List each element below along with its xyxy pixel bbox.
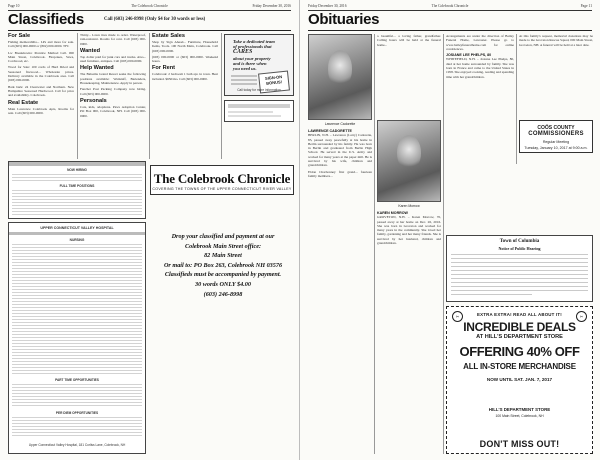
classified-entry: Bark bark: 24 Clearwater and Northern. New Hampshire Seasoned Hardwood. Call for price and availability. Colebrook.	[8, 84, 74, 98]
drop-line: Colebrook Main Street office:	[184, 242, 262, 250]
ad-title: UPPER CONNECTICUT VALLEY HOSPITAL	[40, 226, 114, 230]
ad-line: CARES	[233, 49, 253, 55]
coos-county-commissioners-ad	[519, 120, 593, 153]
ad-line: HILL'S DEPARTMENT STORE	[488, 407, 551, 412]
ad-line: INCREDIBLE DEALS	[463, 320, 576, 334]
obituary-text: Eldon Charbonney first grand... fourteen family members...	[308, 169, 372, 178]
obituary-text: a beautiful... a loving father, grandfather. Calling hours will be held at the funeral home...	[377, 34, 441, 47]
page-number: Page 11	[580, 4, 592, 8]
classified-entry: Cats, kids, adoptions. Paws Adoption Center, PO Box 000, Colebrook, NH. Call (603) 000-0000.	[80, 104, 146, 118]
sign-on-bonus-sign: SIGN-ON BONUS!	[258, 70, 290, 93]
ad-line: COMMISSIONERS	[528, 131, 584, 137]
ad-line: Take a dedicated team	[233, 39, 275, 44]
column-rule	[443, 34, 444, 454]
hiring-ad	[8, 161, 146, 219]
obituary-text: At this family's request, memorial donations may be made to the Groveton Rescue Squad, 000 Main Street, Groveton, NH. A funeral will be held at a later date.	[519, 34, 593, 47]
obituary-column-3	[446, 34, 514, 234]
column-rule	[516, 34, 517, 164]
chronicle-banner-ad	[150, 165, 294, 195]
classified-entry: Wood for Sale: 100 cords of Hard Dried and Seasoned firewood... Wholesale prices. Delivery available in the Colebrook area. Call (603) 000-0000.	[8, 65, 74, 83]
ad-line: Regular Meeting	[542, 140, 570, 144]
obituaries-page	[300, 0, 600, 460]
ad-line: you need us.	[233, 66, 257, 71]
photo-caption: Lawrence Cadorette	[324, 122, 356, 126]
hills-department-store-ad	[446, 306, 593, 454]
classified-entry: Colebrook: 2 bedroom 1 bath apt. in town. Heat included. $650/mo. Call (603) 000-0000.	[152, 72, 218, 81]
paper-name: The Colebrook Chronicle	[431, 4, 469, 8]
ad-line: and is there when	[233, 61, 267, 66]
banner-tagline: COVERING THE TOWNS OF THE UPPER CONNECTICUT RIVER VALLEY	[152, 187, 292, 191]
ad-heading: NURSING	[69, 238, 85, 242]
column-rule	[77, 33, 78, 159]
obituary-text: GROVETON, N.H. – Karen Morrow, 70, passed away at her home on Dec. 26, 2016. She was born in Groveton and worked for many years in the community. She loved her family, gardening and her many friends. She is survived by her husband, children and grandchildren.	[377, 215, 441, 246]
ad-line: NOW UNTIL SAT. JAN. 7, 2017	[486, 377, 553, 382]
ad-heading: PER DIEM OPPORTUNITIES	[55, 411, 99, 415]
obituary-name: KAREN MORROW	[377, 211, 408, 215]
obituary-name: LAWRENCE CADORETTE	[308, 129, 352, 133]
title-rule	[8, 30, 291, 31]
column-heading: Personals	[80, 97, 107, 104]
obituary-name: JOSIANE LEE PHELPS, 80	[446, 53, 492, 58]
ad-line: ALL IN-STORE MERCHANDISE	[463, 362, 576, 371]
title-rule	[308, 30, 592, 31]
ad-footer: Call today for more information	[237, 88, 281, 92]
classifieds-subtitle: Call (603) 246-8998 (Only $4 for 30 words or less)	[104, 17, 206, 22]
column-rule	[221, 33, 222, 159]
banner-paper-name: The Colebrook Chronicle	[153, 171, 291, 186]
public-notice	[446, 235, 593, 302]
drop-classified-info	[150, 232, 296, 372]
drop-line: Or mail to: PO Box 263, Colebrook NH 03576	[163, 261, 283, 269]
hospital-jobs-ad	[8, 222, 146, 454]
ad-heading: PART TIME OPPORTUNITIES	[55, 378, 99, 382]
column-heading: For Rent	[152, 65, 175, 72]
issue-date: Friday December 30, 2016	[252, 4, 291, 8]
small-display-ad	[224, 100, 294, 122]
classifieds-column-2	[80, 33, 146, 159]
ad-footer: Upper Connecticut Valley Hospital, 181 Corliss Lane, Colebrook, NH	[28, 443, 126, 447]
column-heading: Real Estate	[8, 99, 39, 106]
ad-line: Tuesday, January 10, 2017 at 9:00 a.m.	[524, 146, 588, 150]
running-header-left	[8, 3, 291, 11]
obituary-text: Arrangements are under the direction of Bailey Funeral Home, Lancaster. Please go to www.baileyfuneralhome.com for online condolences.	[446, 34, 514, 51]
obituary-photo-lawrence	[308, 34, 372, 120]
ad-line: 100 Main Street, Colebrook, NH	[495, 414, 544, 418]
obituary-column-2	[377, 211, 441, 455]
drop-line: (603) 246-8998	[203, 290, 243, 298]
section-title-classifieds: Classifieds	[8, 11, 84, 28]
obituary-photo-karen	[377, 120, 441, 202]
notice-title: Town of Columbia	[499, 239, 540, 244]
ad-line: of professionals that	[233, 44, 272, 49]
scissors-icon: ✂	[576, 311, 587, 322]
running-header-right	[308, 3, 592, 11]
column-heading: Estate Sales	[152, 33, 185, 39]
ad-line: OFFERING 40% OFF	[459, 344, 580, 359]
issue-date: Friday December 30, 2016	[308, 4, 347, 8]
obituary-text: BERLIN, N.H. – Lawrence (Larry) Cadorette, 85, passed away peacefully at his home in Berlin surrounded by his family. He was born in Berlin and graduated from Berlin High School. He served in the U.S. Army and worked for many years at the paper mill. He is survived by his wife, children and grandchildren.	[308, 133, 372, 168]
classified-entry: Lw Breakdowns: Prentice Method Cell. 000 Main Street, Colebrook. Firepokes, Saws, Cordwood, etc.	[8, 50, 74, 64]
classifieds-column-3	[152, 33, 218, 159]
column-heading: Wanted	[80, 47, 100, 54]
ad-heading: FULL TIME POSITIONS	[59, 184, 95, 188]
classified-entry: Top dollar paid for junk cars and trucks. Also... used furniture, antiques. Call (603) 000-0000.	[80, 54, 146, 64]
classified-entry: Fishing memorabilia... LPs and more for sale. Call (603) 000-0000 or (802) 000-0000. TFC	[8, 40, 74, 49]
column-heading: For Sale	[8, 33, 31, 39]
obituary-column-4	[519, 34, 593, 114]
ad-line: DON'T MISS OUT!	[479, 439, 560, 449]
section-title-obituaries: Obituaries	[308, 11, 380, 28]
ad-heading: NOW HIRING	[67, 168, 87, 172]
page-number: Page 10	[8, 4, 20, 8]
notice-subtitle: Notice of Public Hearing	[498, 246, 541, 251]
sign-on-bonus-ad	[224, 34, 294, 96]
scissors-icon: ✂	[452, 311, 463, 322]
column-rule	[149, 33, 150, 159]
drop-line: 82 Main Street	[204, 252, 242, 260]
ad-line: AT HILL'S DEPARTMENT STORE	[476, 334, 563, 340]
classified-entry: Main Lawrence Colebrook Apts, Rooms for rent. Call (603) 000-0000.	[8, 106, 74, 115]
ad-line: COÖS COUNTY	[537, 125, 575, 131]
classified-entry: Thirty... Lawn tires made to order. Waterproof, rain-resistant. Rooms for rent. Call (603) 000-0000.	[80, 33, 146, 46]
classified-entry: Shop by Sign Ahead... Furniture, Household Items, Tools. 100 North Main, Colebrook. Call (603) 000-0000.	[152, 40, 218, 53]
obituary-column-1	[308, 129, 372, 455]
ad-line: EXTRA EXTRA! READ ALL ABOUT IT!	[477, 312, 562, 317]
classified-entry: (603) 000-0000 or (603) 000-0000. Weekend hours.	[152, 54, 218, 64]
column-heading: Help Wanted	[80, 65, 114, 72]
obituary-text: WHITEFIELD, N.H. – Josiane Lee Phelps, 80, died at her home surrounded by family. She was born in France and came to the United States in 1958. She enjoyed cooking, reading and spending time with her grandchildren.	[446, 57, 514, 79]
drop-line: Classifieds must be accompanied by payment.	[164, 271, 282, 279]
ad-line: about your property	[233, 56, 271, 61]
drop-line: 30 words ONLY $4.00	[195, 280, 251, 288]
column-rule	[374, 34, 375, 454]
photo-caption: Karen Morrow	[398, 204, 420, 208]
drop-line: Drop your classified and payment at our	[171, 233, 275, 240]
paper-name: The Colebrook Chronicle	[131, 4, 168, 8]
classified-entry: The Balsams Grand Resort seeks the following positions available: Waitstaff, Bartenders, Housekeeping, Maintenance. Apply in person.	[80, 72, 146, 86]
classified-entry: Fancher Post Packing Company now hiring. Call (603) 000-0000.	[80, 87, 146, 96]
